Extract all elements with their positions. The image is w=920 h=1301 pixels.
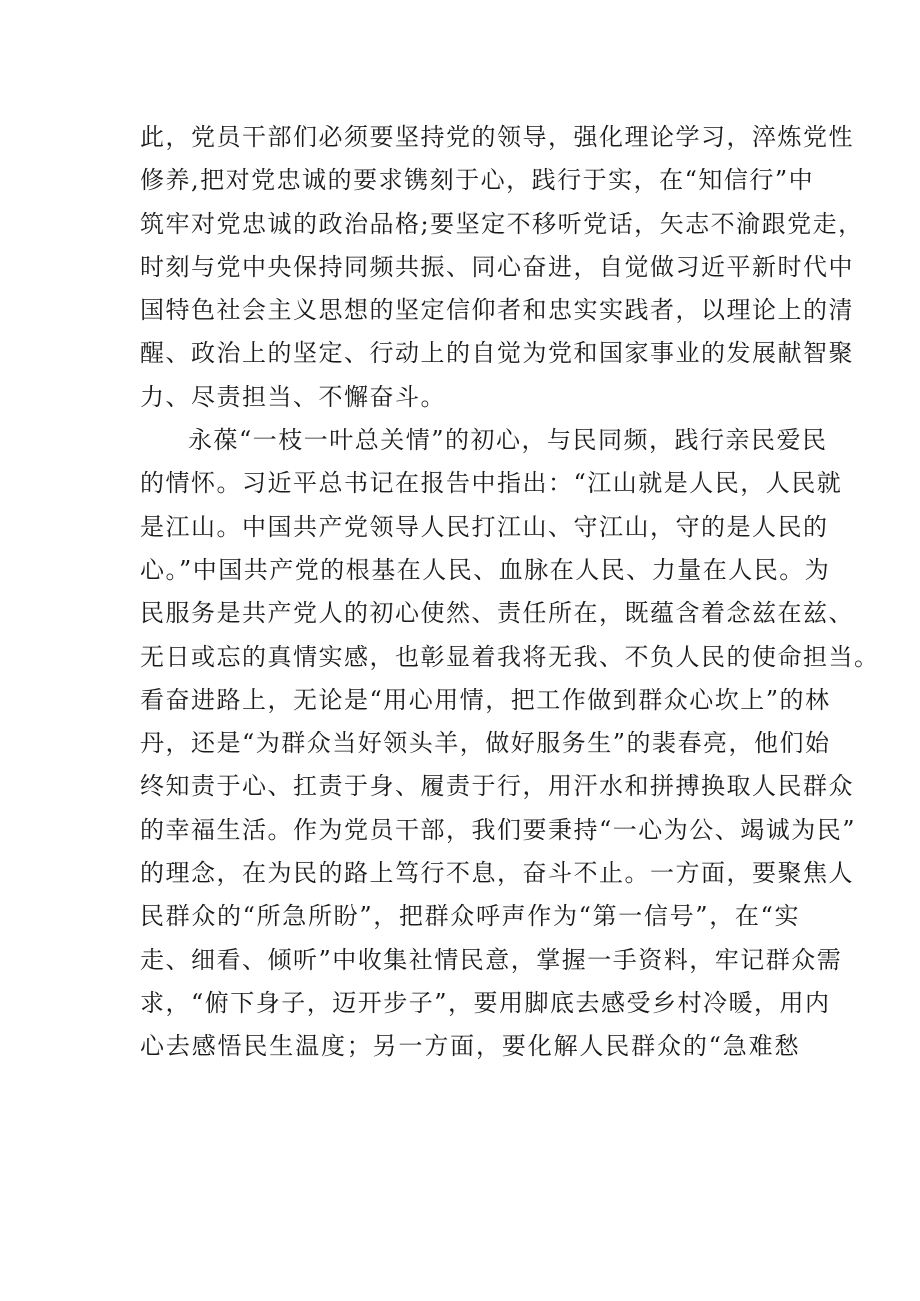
text-line: 永葆“一枝一叶总关情”的初心，与民同频，践行亲民爱民 [188,426,828,455]
text-line: 民服务是共产党人的初心使然、责任所在，既蕴含着念兹在兹、 [140,599,854,628]
text-line: 是江山。中国共产党领导人民打江山、守江山，守的是人民的 [140,512,829,541]
text-line: 无日或忘的真情实感，也彰显着我将无我、不负人民的使命担当。 [140,642,880,671]
text-line: 终知责于心、扛责于身、履责于行，用汗水和拼搏换取人民群众 [140,772,854,801]
text-line: 走、细看、倾听”中收集社情民意，掌握一手资料，牢记群众需 [140,945,843,974]
text-line: 醒、政治上的坚定、行动上的自觉为党和国家事业的发展献智聚 [140,339,854,368]
text-line: 的幸福生活。作为党员干部，我们要秉持“一心为公、竭诚为民” [140,815,857,844]
text-line: 的情怀。习近平总书记在报告中指出：“江山就是人民，人民就 [140,469,843,498]
text-line: 看奋进路上，无论是“用心用情，把工作做到群众心坎上”的林 [140,685,831,714]
text-line: 民群众的“所急所盼”，把群众呼声作为“第一信号”，在“实 [140,902,800,931]
text-line: 丹，还是“为群众当好领头羊，做好服务生”的裴春亮，他们始 [140,729,831,758]
text-line: 的理念，在为民的路上笃行不息，奋斗不止。一方面，要聚焦人 [140,859,854,888]
paragraph-2 [140,419,880,1068]
text-line: 力、尽责担当、不懈奋斗。 [140,382,446,411]
body-text [140,116,880,1069]
text-line: 时刻与党中央保持同频共振、同心奋进，自觉做习近平新时代中 [140,252,854,281]
text-line: 心。”中国共产党的根基在人民、血脉在人民、力量在人民。为 [140,555,831,584]
text-line: 国特色社会主义思想的坚定信仰者和忠实实践者，以理论上的清 [140,296,854,325]
text-line: 筑牢对党忠诚的政治品格;要坚定不移听党话，矢志不渝跟党走， [140,209,864,238]
text-line: 心去感悟民生温度；另一方面，要化解人民群众的“急难愁 [140,1032,800,1061]
paragraph-1 [140,116,864,419]
text-line: 求，“俯下身子，迈开步子”，要用脚底去感受乡村冷暖，用内 [140,988,831,1017]
text-line: 修养,把对党忠诚的要求镌刻于心，践行于实，在“知信行”中 [140,166,815,195]
text-line: 此，党员干部们必须要坚持党的领导，强化理论学习，淬炼党性 [140,123,854,151]
